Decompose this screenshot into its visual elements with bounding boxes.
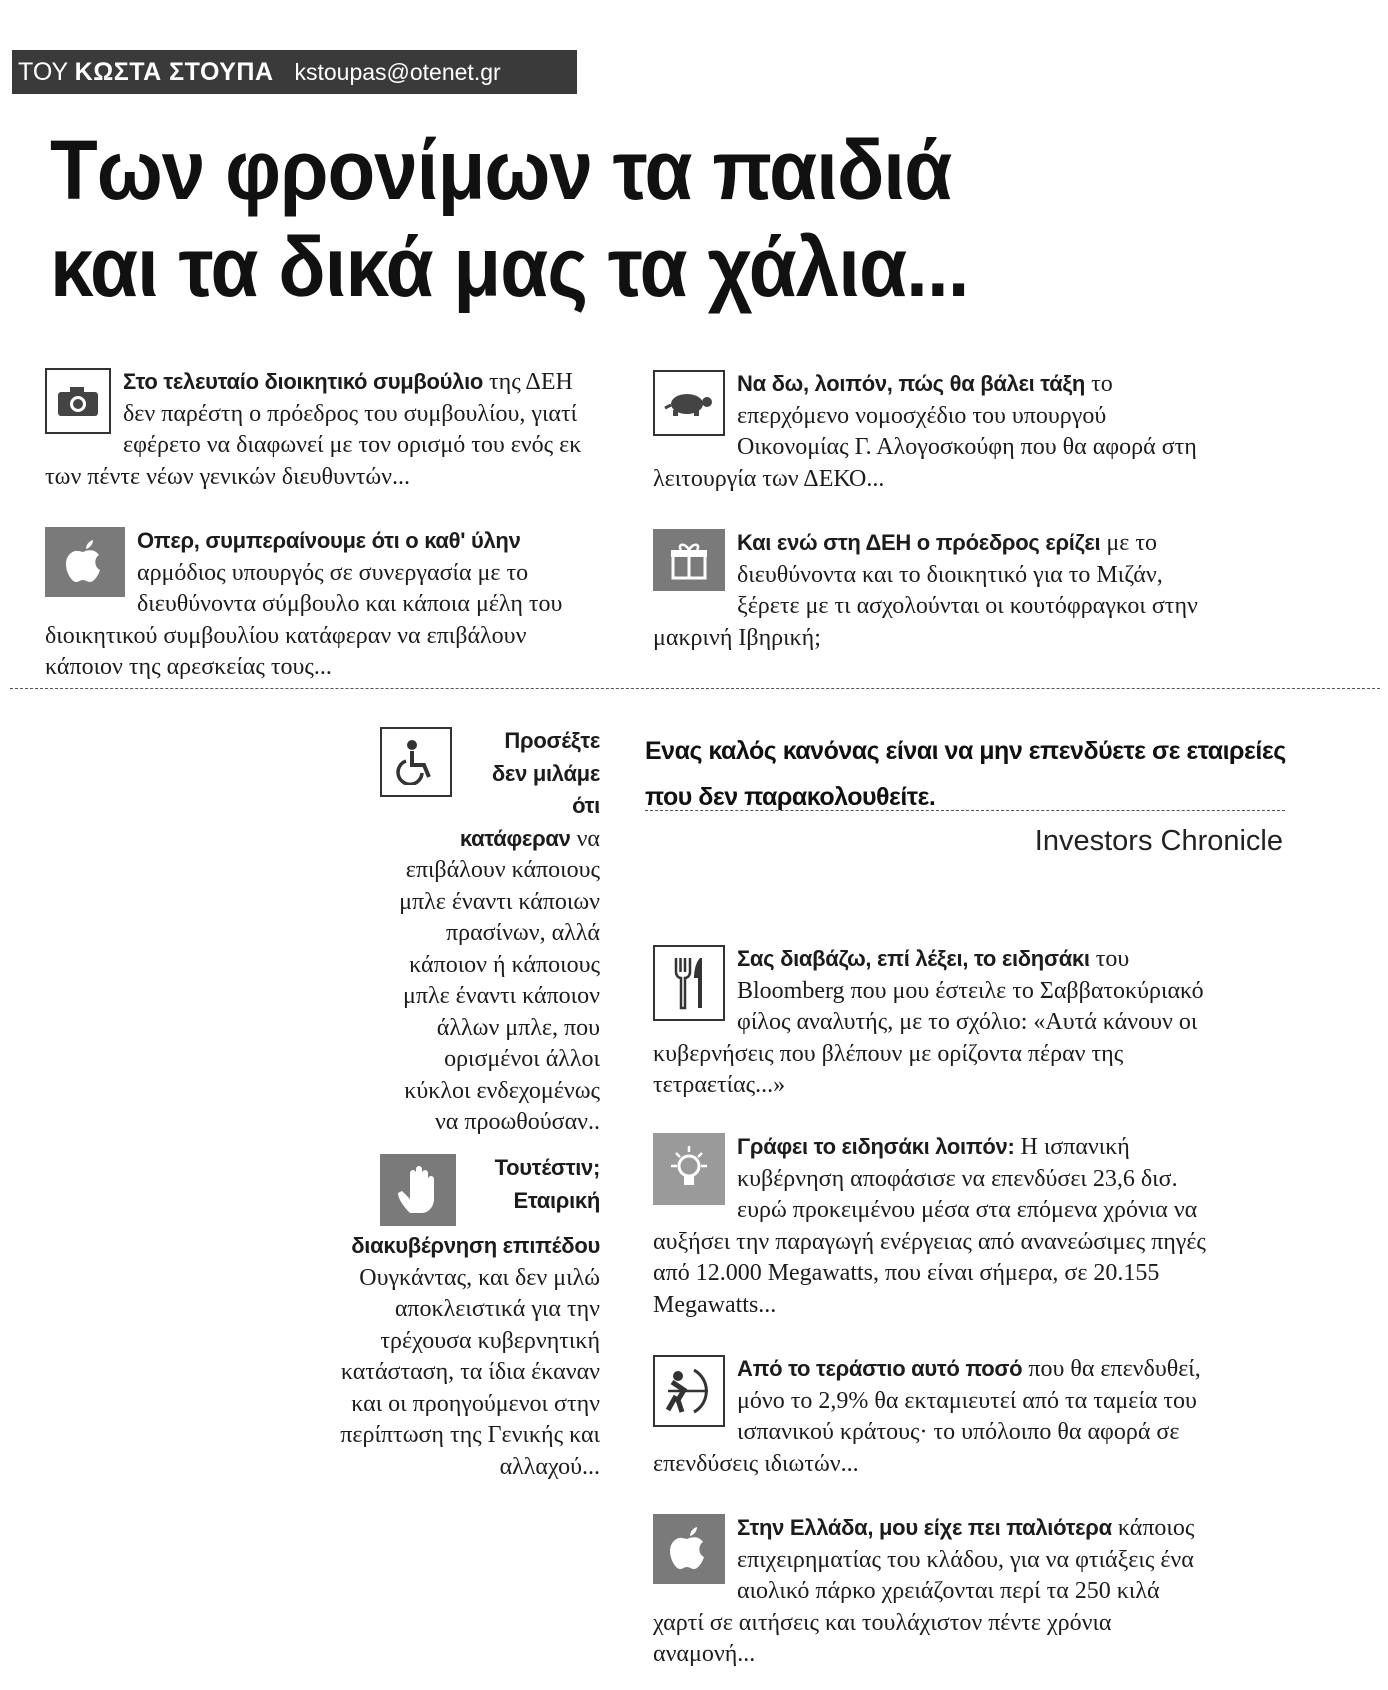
headline [50, 122, 969, 316]
apple-icon [653, 1514, 725, 1584]
item-lead: Οπερ, συμπεραίνουμε ότι ο καθ' ύλην [137, 528, 521, 553]
item-deh-board [45, 366, 605, 493]
item-bloomberg [653, 943, 1213, 1102]
item-lead: Από το τεράστιο αυτό ποσό [737, 1356, 1023, 1381]
hand-icon [380, 1154, 456, 1226]
item-lead: Και ενώ στη ΔΕΗ ο πρόεδρος ερίζει [737, 530, 1101, 555]
item-bill [653, 368, 1213, 495]
wheelchair-icon [380, 727, 452, 797]
item-text: αρμόδιος υπουργός σε συνεργασία με το διευθύνοντα σύμβουλο και κάποια μέλη του διοικητικού συμβουλίου κατάφεραν να επιβάλουν κάποιον της αρεσκείας τους... [45, 559, 563, 680]
turtle-icon [653, 370, 725, 436]
item-spain-question [653, 527, 1213, 654]
camera-icon [45, 368, 111, 434]
item-lead: Να δω, λοιπόν, πώς θα βάλει τάξη [737, 371, 1086, 396]
byline-author: ΚΩΣΤΑ ΣΤΟΥΠΑ [74, 58, 274, 86]
item-greece [653, 1512, 1213, 1671]
item-text: με το διευθύνοντα και το διοικητικό για το Μιζάν, ξέρετε με τι ασχολούνται οι κουτόφραγκοι στην μακρινή Ιβηρική; [653, 530, 1198, 651]
item-lead: Τουτέστιν; Εταιρική διακυβέρνηση επιπέδου [351, 1155, 600, 1258]
item-minister [45, 525, 605, 684]
item-text: που θα επενδυθεί, μόνο το 2,9% θα εκταμιευτεί από τα ταμεία του ισπανικού κράτους· το υπόλοιπο θα αφορά σε επενδύσεις ιδιωτών... [653, 1356, 1201, 1477]
byline-email: kstoupas@otenet.gr [294, 59, 501, 85]
item-lead: Στην Ελλάδα, μου είχε πει παλιότερα [737, 1515, 1112, 1540]
pull-quote: Ενας καλός κανόνας είναι να μην επενδύετε σε εταιρείες που δεν παρακολουθείτε. [645, 737, 1286, 811]
item-text: το επερχόμενο νομοσχέδιο του υπουργού Οικονομίας Γ. Αλογοσκούφη που θα αφορά στη λειτουργία των ΔΕΚΟ... [653, 371, 1197, 492]
item-text: Η ισπανική κυβέρνηση αποφάσισε να επενδύσει 23,6 δισ. ευρώ προκειμένου μέσα στα επόμενα χρόνια να αυξήσει την παραγωγή ενέργειας από ανανεώσιμες πηγές από 12.000 Megawatts, που είναι σήμερα, σε 20.155 Megawatts... [653, 1134, 1206, 1318]
quote-divider [645, 810, 1285, 811]
item-lead: Σας διαβάζω, επί λέξει, το ειδησάκι [737, 946, 1090, 971]
item-governance [320, 1152, 600, 1483]
item-lead: Γράφει το ειδησάκι λοιπόν: [737, 1134, 1015, 1159]
item-text: κάποιος επιχειρηματίας του κλάδου, για να φτιάξεις ένα αιολικό πάρκο χρειάζονται περί τα 250 κιλά χαρτί σε αιτήσεις και τουλάχιστον πέντε χρόνια αναμονή... [653, 1515, 1195, 1667]
item-lead: Προσέξτε δεν μιλάμε ότι κατάφεραν [459, 728, 600, 851]
item-text: του Bloomberg που μου έστειλε το Σαββατοκύριακό φίλος αναλυτής, με το σχόλιο: «Αυτά κάνουν οι κυβερνήσεις που βλέπουν με ορίζοντα πέραν της τετραετίας...» [653, 946, 1204, 1098]
archer-icon [653, 1355, 725, 1427]
section-divider [10, 688, 1380, 689]
item-state-share [653, 1353, 1213, 1480]
byline-prefix: ΤΟΥ [18, 58, 68, 86]
headline-line-1: Των φρονίμων τα παιδιά [50, 123, 952, 217]
cutlery-icon [653, 945, 725, 1021]
lightbulb-icon [653, 1133, 725, 1205]
item-spain-investment [653, 1131, 1213, 1321]
headline-line-2: και τα δικά μας τα χάλια... [50, 220, 969, 314]
item-lead: Στο τελευταίο διοικητικό συμβούλιο [123, 369, 484, 394]
gift-icon [653, 529, 725, 591]
apple-icon [45, 527, 125, 597]
quote-source: Investors Chronicle [1034, 825, 1283, 857]
item-text: της ΔΕΗ δεν παρέστη ο πρόεδρος του συμβουλίου, γιατί εφέρετο να διαφωνεί με τον ορισμό του ενός εκ των πέντε νέων γενικών διευθυντών... [45, 369, 582, 490]
item-text: Ουγκάντας, και δεν μιλώ αποκλειστικά για την τρέχουσα κυβερνητική κατάσταση, τα ίδια έκαναν και οι προηγούμενοι στην περίπτωση της Γενικής και αλλαχού... [340, 1264, 600, 1480]
item-blue-vs-blue [380, 725, 600, 1139]
byline [12, 50, 577, 94]
item-text: να επιβάλουν κάποιους μπλε έναντι κάποιων πρασίνων, αλλά κάποιον ή κάποιους μπλε έναντι κάποιον άλλων μπλε, που ορισμένοι άλλοι κύκλοι ενδεχομένως να προωθούσαν.. [399, 825, 600, 1135]
